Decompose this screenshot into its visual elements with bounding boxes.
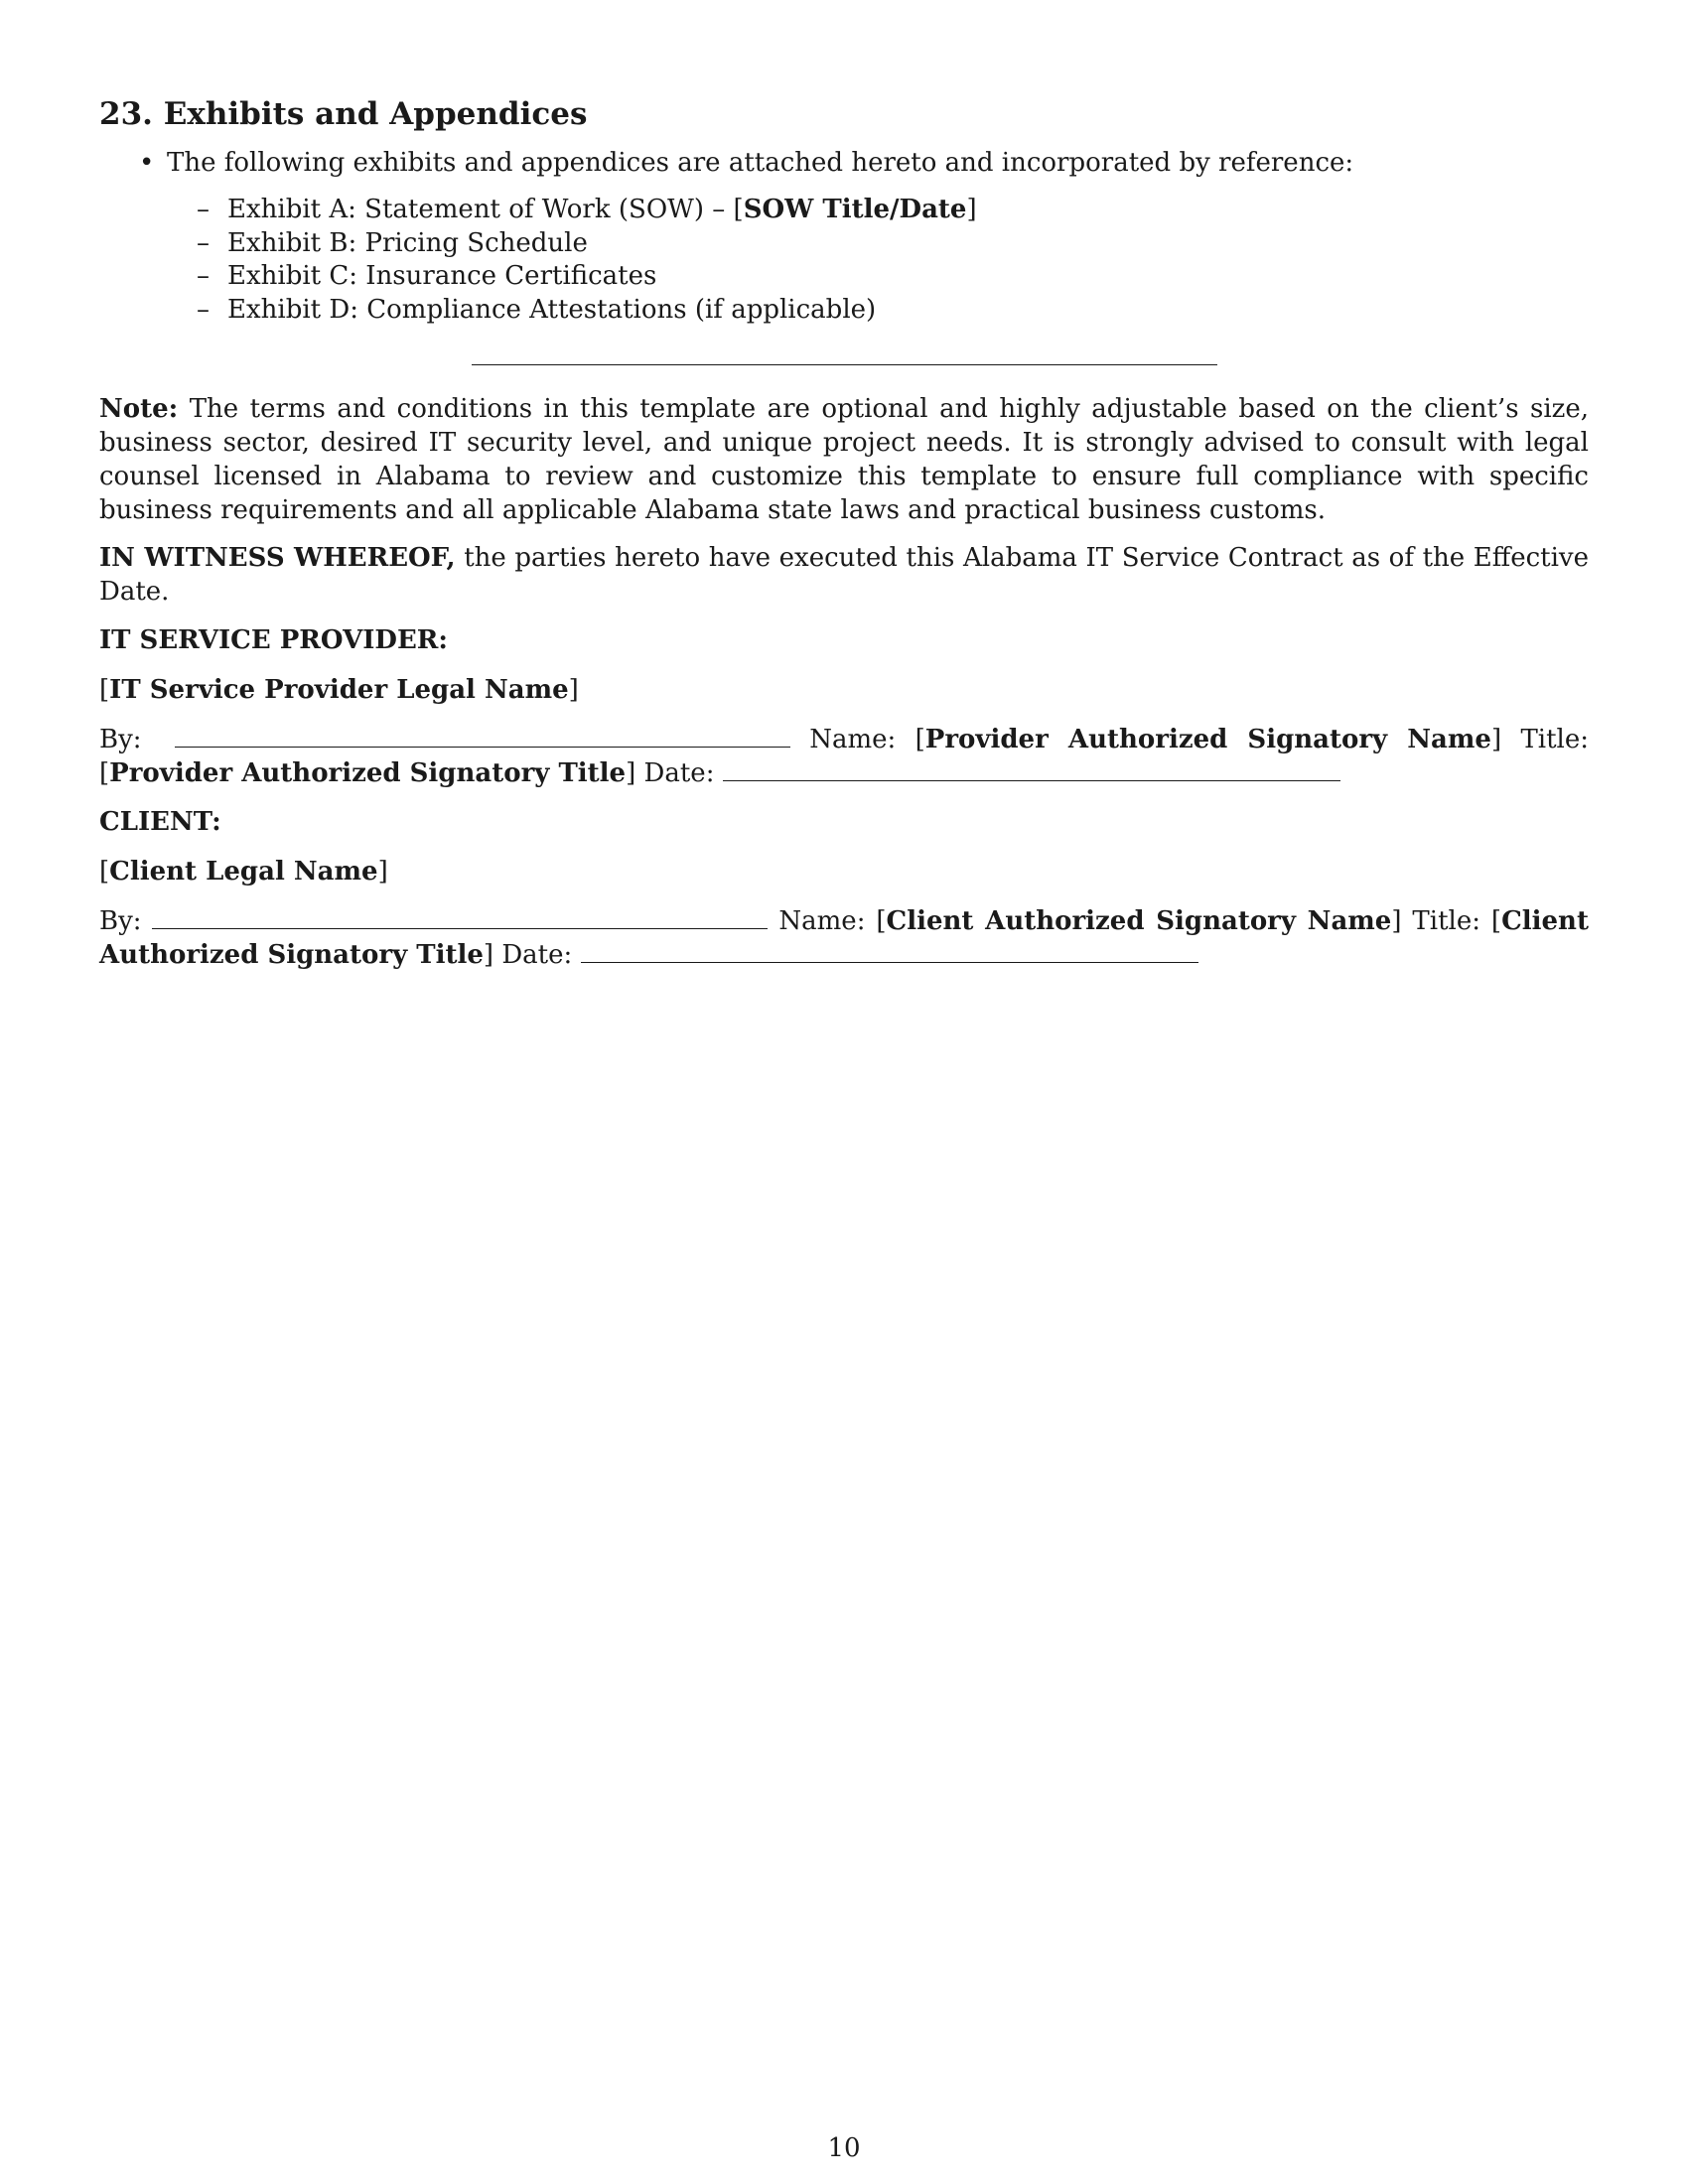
note-paragraph (99, 392, 1589, 527)
exhibit-c-text: Exhibit C: Insurance Certificates (227, 261, 657, 291)
client-legal-name: [Client Legal Name] (99, 857, 388, 887)
client-heading: CLIENT: (99, 807, 221, 837)
provider-legal-name-placeholder: IT Service Provider Legal Name (109, 675, 569, 705)
exhibits-intro-item (99, 146, 1589, 327)
provider-title-label: Title: (1520, 725, 1590, 754)
provider-signature-line[interactable] (175, 725, 790, 748)
provider-name-label: Name: (809, 725, 897, 754)
client-name-label: Name: (778, 906, 866, 936)
exhibit-b-text: Exhibit B: Pricing Schedule (227, 227, 588, 258)
client-by-label: By: (99, 906, 142, 936)
provider-signature-block: By: Name: [Provider Authorized Signatory Name] Title: [Provider Authorized Signatory Title] Date: (99, 725, 1590, 788)
horizontal-rule (472, 364, 1217, 365)
provider-date-label: Date: (643, 758, 715, 788)
bullet-icon: • (139, 148, 155, 178)
client-signature-block: By: Name: [Client Authorized Signatory Name] Title: [Client Authorized Signatory Title] Date: (99, 906, 1589, 970)
sow-title-placeholder: SOW Title/Date (743, 195, 967, 224)
page-number: 10 (827, 2133, 861, 2163)
provider-signatory-title: Provider Authorized Signatory Title (109, 758, 627, 788)
note-text: The terms and conditions in this template are optional and highly adjustable based on the client’s size, business sector, desired IT security level, and unique project needs. It is strongly advised to consult with legal counsel licensed in Alabama to review and customize this template to ensure full compliance with specific business requirements and all applicable Alabama state laws and practical business customs. (99, 394, 1590, 525)
exhibit-d-text: Exhibit D: Compliance Attestations (if applicable) (227, 294, 877, 325)
client-title-label: Title: (1412, 906, 1480, 936)
client-date-line[interactable] (581, 940, 1198, 963)
dash-icon: – (197, 227, 210, 258)
client-signatory-title: Client Authorized Signatory Title (99, 906, 1589, 970)
client-date-label: Date: (501, 940, 573, 970)
placeholder-bracket: [ (733, 195, 744, 224)
witness-paragraph (99, 541, 1589, 609)
dash-icon: – (197, 195, 210, 224)
note-label: Note: (99, 394, 179, 424)
provider-legal-name: [IT Service Provider Legal Name] (99, 675, 579, 705)
dash-icon: – (197, 261, 210, 291)
document-page (99, 94, 1589, 972)
client-signature-line[interactable] (152, 906, 768, 929)
provider-by-label: By: (99, 725, 142, 754)
exhibit-item-b (167, 227, 1589, 261)
provider-date-line[interactable] (723, 758, 1340, 781)
placeholder-bracket: ] (966, 195, 977, 224)
exhibits-intro-list (99, 146, 1589, 327)
exhibit-item-d (167, 294, 1589, 328)
exhibit-item-a (167, 194, 1589, 227)
exhibit-a-text: Exhibit A: Statement of Work (SOW) – (227, 195, 734, 224)
provider-signatory-name: Provider Authorized Signatory Name (924, 725, 1491, 754)
witness-text: the parties hereto have executed this Alabama IT Service Contract as of the Effective Date. (99, 543, 1590, 607)
dash-icon: – (197, 294, 210, 325)
witness-lead: IN WITNESS WHEREOF, (99, 543, 456, 573)
client-signatory-name: Client Authorized Signatory Name (886, 906, 1392, 936)
section-title: 23. Exhibits and Appendices (99, 96, 588, 132)
client-legal-name-placeholder: Client Legal Name (109, 857, 378, 887)
exhibits-intro-text: The following exhibits and appendices are attached hereto and incorporated by reference: (167, 148, 1354, 178)
exhibit-item-c (167, 260, 1589, 294)
provider-heading: IT SERVICE PROVIDER: (99, 625, 448, 655)
exhibit-list (167, 194, 1589, 327)
